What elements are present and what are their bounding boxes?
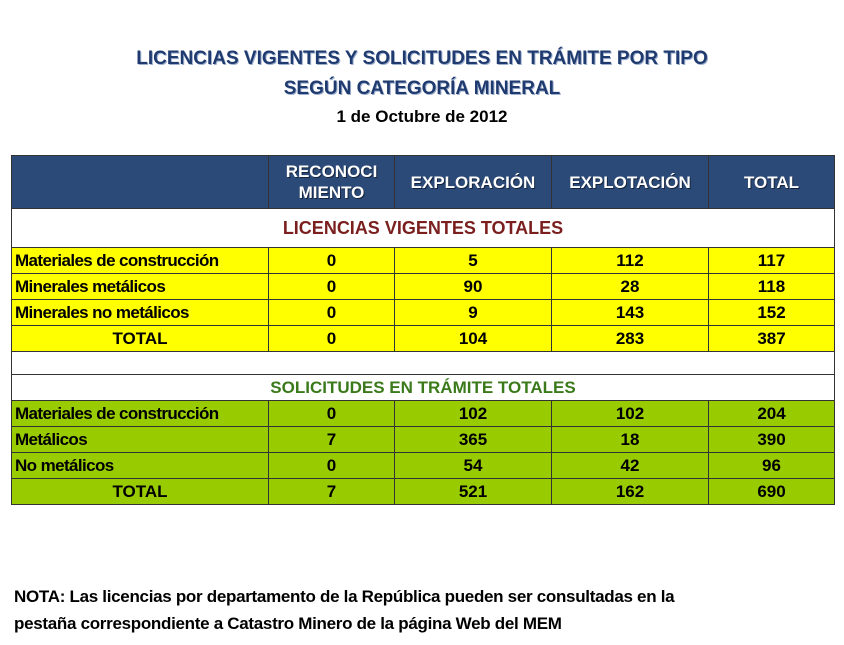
cell-reconocimiento: 0 bbox=[269, 248, 395, 274]
section-vigentes-title-row bbox=[12, 209, 835, 248]
header-total: TOTAL bbox=[709, 156, 835, 209]
row-label: Metálicos bbox=[12, 427, 269, 453]
licenses-table bbox=[11, 155, 835, 505]
section-solicitudes-title-row bbox=[12, 375, 835, 401]
report-title-line2: SEGÚN CATEGORÍA MINERAL bbox=[283, 78, 561, 99]
cell-total: 690 bbox=[709, 479, 835, 505]
cell-total: 96 bbox=[709, 453, 835, 479]
cell-total: 152 bbox=[709, 300, 835, 326]
cell-explotacion: 102 bbox=[552, 401, 709, 427]
table-row bbox=[12, 453, 835, 479]
header-category bbox=[12, 156, 269, 209]
table-row bbox=[12, 401, 835, 427]
row-label: Materiales de construcción bbox=[12, 248, 269, 274]
cell-explotacion: 28 bbox=[552, 274, 709, 300]
cell-reconocimiento: 0 bbox=[269, 274, 395, 300]
cell-reconocimiento: 7 bbox=[269, 479, 395, 505]
cell-explotacion: 283 bbox=[552, 326, 709, 352]
table-row bbox=[12, 427, 835, 453]
cell-exploracion: 365 bbox=[395, 427, 552, 453]
cell-exploracion: 102 bbox=[395, 401, 552, 427]
cell-explotacion: 42 bbox=[552, 453, 709, 479]
cell-explotacion: 112 bbox=[552, 248, 709, 274]
table-row bbox=[12, 248, 835, 274]
total-row-solicitudes bbox=[12, 479, 835, 505]
cell-exploracion: 90 bbox=[395, 274, 552, 300]
section-solicitudes-title: SOLICITUDES EN TRÁMITE TOTALES bbox=[12, 375, 835, 401]
section-vigentes-title: LICENCIAS VIGENTES TOTALES bbox=[12, 209, 835, 248]
cell-total: 204 bbox=[709, 401, 835, 427]
report-date: 1 de Octubre de 2012 bbox=[336, 107, 508, 126]
cell-exploracion: 5 bbox=[395, 248, 552, 274]
cell-exploracion: 9 bbox=[395, 300, 552, 326]
footnote bbox=[14, 583, 834, 637]
table-row bbox=[12, 300, 835, 326]
cell-total: 390 bbox=[709, 427, 835, 453]
total-row-vigentes bbox=[12, 326, 835, 352]
cell-reconocimiento: 7 bbox=[269, 427, 395, 453]
cell-total: 387 bbox=[709, 326, 835, 352]
cell-explotacion: 162 bbox=[552, 479, 709, 505]
spacer-cell bbox=[12, 352, 835, 375]
cell-exploracion: 54 bbox=[395, 453, 552, 479]
row-label: Materiales de construcción bbox=[12, 401, 269, 427]
row-label: No metálicos bbox=[12, 453, 269, 479]
cell-reconocimiento: 0 bbox=[269, 401, 395, 427]
table-row bbox=[12, 274, 835, 300]
row-label: TOTAL bbox=[12, 326, 269, 352]
cell-reconocimiento: 0 bbox=[269, 300, 395, 326]
spacer-row bbox=[12, 352, 835, 375]
cell-explotacion: 18 bbox=[552, 427, 709, 453]
header-explotacion: EXPLOTACIÓN bbox=[552, 156, 709, 209]
table-header-row bbox=[12, 156, 835, 209]
cell-reconocimiento: 0 bbox=[269, 326, 395, 352]
cell-reconocimiento: 0 bbox=[269, 453, 395, 479]
row-label: Minerales metálicos bbox=[12, 274, 269, 300]
cell-total: 117 bbox=[709, 248, 835, 274]
header-reconocimiento: RECONOCI MIENTO bbox=[269, 156, 395, 209]
report-title-line1: LICENCIAS VIGENTES Y SOLICITUDES EN TRÁMITE POR TIPO bbox=[136, 48, 708, 69]
footnote-line1: NOTA: Las licencias por departamento de la República pueden ser consultadas en la bbox=[14, 587, 675, 606]
cell-exploracion: 104 bbox=[395, 326, 552, 352]
cell-explotacion: 143 bbox=[552, 300, 709, 326]
row-label: TOTAL bbox=[12, 479, 269, 505]
footnote-line2: pestaña correspondiente a Catastro Minero de la página Web del MEM bbox=[14, 614, 562, 633]
header-exploracion: EXPLORACIÓN bbox=[395, 156, 552, 209]
row-label: Minerales no metálicos bbox=[12, 300, 269, 326]
cell-exploracion: 521 bbox=[395, 479, 552, 505]
cell-total: 118 bbox=[709, 274, 835, 300]
